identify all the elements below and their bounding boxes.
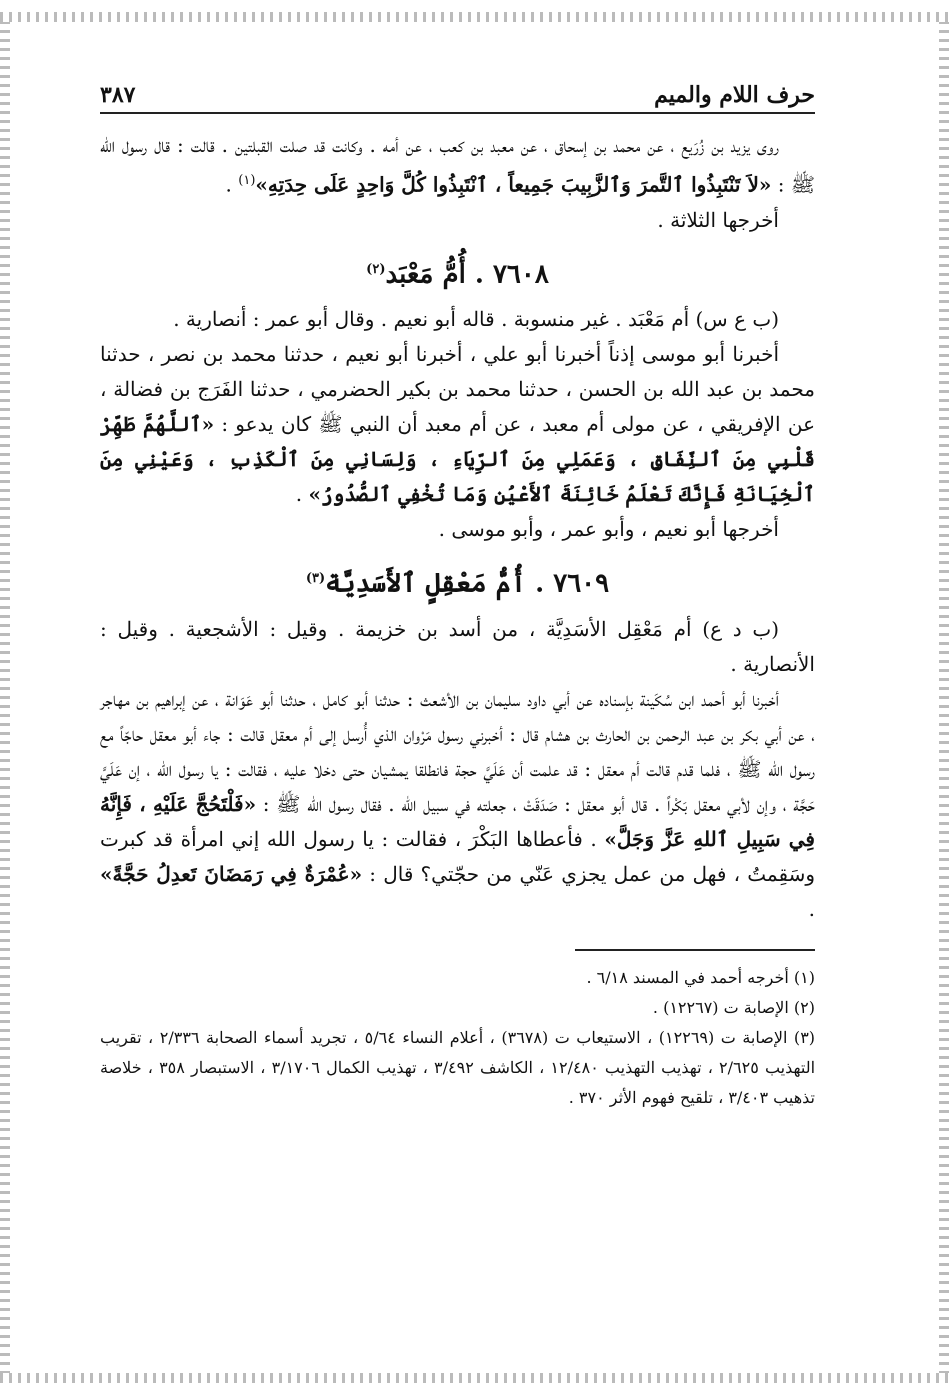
- paragraph-4-end: .: [295, 482, 309, 507]
- page-content: [100, 82, 815, 1113]
- footnote-2: (٢) الإصابة ت (١٢٢٦٧) .: [652, 997, 815, 1017]
- paragraph-6: (ب د ع) أم مَعْقِل الأسَدِيَّة ، من أسد بن خزيمة . وقيل : الأشجعية . وقيل : الأنصارية .: [100, 616, 815, 676]
- paragraph-4-text: أخبرنا أبو موسى إذناً أخبرنا أبو علي ، أخبرنا أبو نعيم ، حدثنا محمد بن نصر ، حدثنا محمد بن عبد الله بن الحسن ، حدثنا محمد بن بكير الحضرمي ، حدثنا الفَرَج بن فضالة ، عن الإفريقي ، عن مولى أم معبد ، عن أم معبد أن النبي ﷺ كان يدعو :: [100, 342, 815, 437]
- paragraph-1-text: روى يزيد بن زُرَيع ، عن محمد بن إسحاق ، عن معبد بن كعب ، عن أمه . وكانت قد صلت القبلتين . قالت : قال رسول الله ﷺ :: [100, 133, 815, 197]
- paragraph-1: [100, 128, 815, 203]
- paragraph-1-end: .: [225, 172, 239, 197]
- footnote-1: (١) أخرجه أحمد في المسند ٦/١٨ .: [586, 967, 815, 987]
- footnotes: [100, 963, 815, 1113]
- paragraph-7-text-a: أخبرنا أبو أحمد ابن سُكَينة بإسناده عن أبي داود سليمان بن الأشعث : حدثنا أبو كامل ، حدثنا أبو عَوَانة ، عن إبراهيم بن مهاجر ، عن أبي بكر بن عبد الرحمن بن الحارث بن هشام قال : أخبرني رسول مَرْوان الذي أُرسل إلى أم معقل قالت : جاء أبو معقل حاجّاً مع رسول الله ﷺ ، فلما قدم قالت أم معقل : قد علمت أن عَلَيَّ حجة فانطلقا يمشيان حتى دخلا عليه ، فقالت : يا رسول الله ، إن عَلَيَّ حَجَّة ، وإن لأبي معقل بَكْراً . قال أبو معقل : صَدَقَتْ ، جعلته في سبيل الله . فقال رسول الله ﷺ :: [100, 686, 815, 816]
- paragraph-7-text-b: . فأعطاها البَكْرَ ، فقالت : يا رسول الله إني امرأة قد كبرت وسَقِمتُ ، فهل من عمل يجزي عَنّي من حجّتي؟ قال :: [100, 826, 816, 886]
- footnote-ref-2: (٢): [366, 261, 386, 277]
- page-number: ٣٨٧: [100, 82, 136, 108]
- paragraph-3: (ب ع س) أم مَعْبَد . غير منسوبة . قاله أبو نعيم . وقال أبو عمر : أنصارية .: [173, 307, 779, 332]
- page-header: [100, 82, 815, 114]
- paragraph-7-end: .: [808, 896, 815, 921]
- running-title: حرف اللام والميم: [654, 82, 815, 108]
- footnote-ref-3: (٣): [305, 571, 326, 587]
- footnote-divider: [575, 949, 815, 951]
- paragraph-2: أخرجها الثلاثة .: [657, 207, 779, 232]
- footnote-ref-1: (١): [238, 173, 256, 188]
- entry-heading-7609: [100, 561, 815, 602]
- entry-heading-7608: [100, 252, 815, 293]
- hadith-quote-3: «فَلْتَحُجَّ عَلَيْهِ ، فَإِنَّهُ فِي سَبِيلِ ٱللهِ عَزَّ وَجَلَّ»: [100, 791, 815, 851]
- footnote-3: (٣) الإصابة ت (١٢٢٦٩) ، الاستيعاب ت (٣٦٧٨) ، أعلام النساء ٥/٦٤ ، تجريد أسماء الصحابة ٢/٣٣٦ ، تقريب التهذيب ٢/٦٢٥ ، تهذيب التهذيب ١٢/٤٨٠ ، الكاشف ٣/٤٩٢ ، تهذيب الكمال ٣/١٧٠٦ ، الاستبصار ٣٥٨ ، خلاصة تذهيب ٣/٤٠٣ ، تلقيح فهوم الأثر ٣٧٠ .: [100, 1027, 816, 1107]
- entry-heading-7608-text: ٧٦٠٨ . أُمُّ مَعْبَد: [385, 259, 549, 290]
- paragraph-5: أخرجها أبو نعيم ، وأبو عمر ، وأبو موسى .: [438, 517, 779, 542]
- paragraph-4: [100, 337, 815, 512]
- entry-heading-7609-text: ٧٦٠٩ . أُمُّ مَعْقِلٍ ٱلأَسَدِيَّة: [325, 568, 610, 599]
- hadith-quote-2: «ٱللَّهُمَّ طَهِّرْ قَلْبِي مِنَ ٱلنِّفَاقِ ، وَعَمَلِي مِنَ ٱلرِّيَاءِ ، وَلِسَانِي مِنَ ٱلْكَذِبِ ، وَعَيْنِي مِنَ ٱلْخِيَانَةِ فَإِنَّكَ تَعْلَمُ خَائِنَةَ ٱلأَعْيُنِ وَمَا تُخْفِي ٱلصُّدُورُ»: [100, 412, 815, 507]
- hadith-quote-1: «لاَ تَنْتَبِذُوا ٱلتَّمرَ وَٱلزَّبِيبَ جَمِيعاً ، ٱنْتَبِذُوا كُلَّ وَاحِدٍ عَلَى حِدَتِهِ»: [255, 172, 772, 197]
- paragraph-7: [100, 682, 815, 927]
- hadith-quote-4: «عُمْرَةٌ فِي رَمَضَانَ تَعدِلُ حَجَّةً»: [100, 861, 363, 886]
